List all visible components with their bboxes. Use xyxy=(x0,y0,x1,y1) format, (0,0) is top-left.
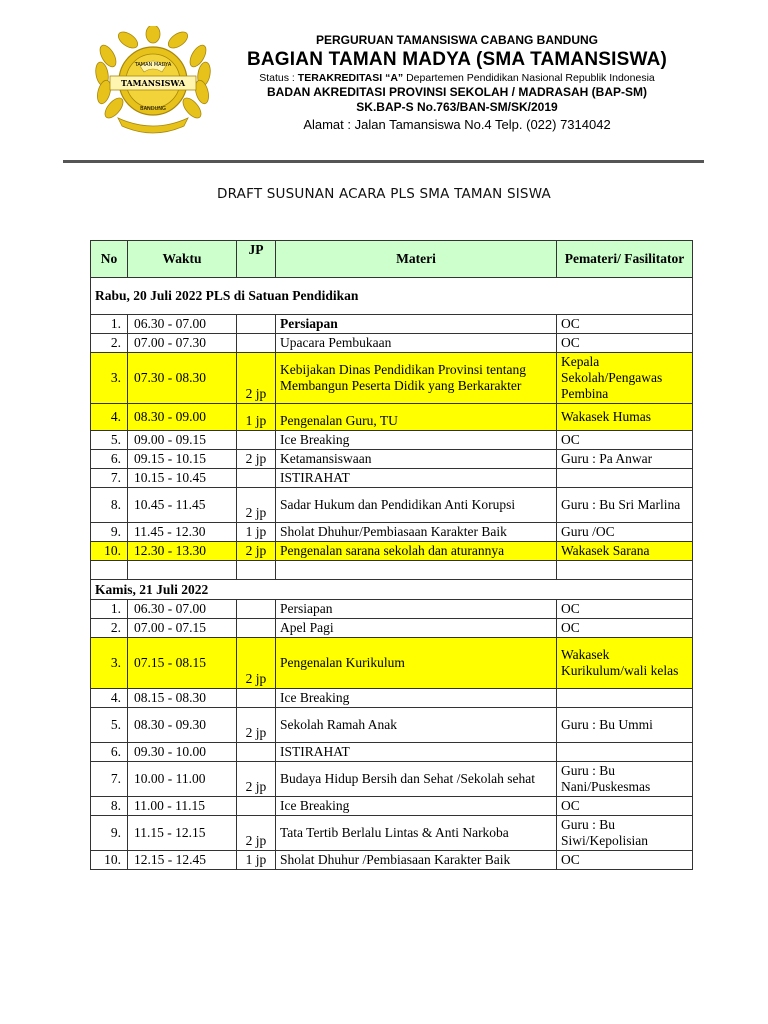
row-time: 08.30 - 09.30 xyxy=(128,708,237,743)
schedule-row xyxy=(91,353,693,404)
schedule-row xyxy=(91,488,693,523)
row-materi: Ice Breaking xyxy=(276,689,557,708)
row-no: 6. xyxy=(91,743,128,762)
spacer-cell xyxy=(128,561,237,580)
schedule-row xyxy=(91,797,693,816)
row-jp: 2 jp xyxy=(237,488,276,523)
row-materi: Persiapan xyxy=(276,600,557,619)
row-materi: Pengenalan Guru, TU xyxy=(276,404,557,431)
row-time: 08.15 - 08.30 xyxy=(128,689,237,708)
row-jp xyxy=(237,315,276,334)
row-no: 4. xyxy=(91,689,128,708)
row-pemateri: Guru : Pa Anwar xyxy=(557,450,693,469)
row-no: 2. xyxy=(91,619,128,638)
row-jp: 2 jp xyxy=(237,708,276,743)
row-time: 09.30 - 10.00 xyxy=(128,743,237,762)
row-no: 6. xyxy=(91,450,128,469)
institution-name: PERGURUAN TAMANSISWA CABANG BANDUNG xyxy=(316,33,598,47)
schedule-table xyxy=(90,240,693,870)
row-no: 3. xyxy=(91,353,128,404)
row-time: 07.00 - 07.30 xyxy=(128,334,237,353)
header-no: No xyxy=(91,241,128,278)
day-heading: Kamis, 21 Juli 2022 xyxy=(91,580,693,600)
row-jp: 1 jp xyxy=(237,404,276,431)
header-pemateri: Pemateri/ Fasilitator xyxy=(557,241,693,278)
schedule-row xyxy=(91,743,693,762)
row-no: 9. xyxy=(91,816,128,851)
schedule-row xyxy=(91,638,693,689)
schedule-row xyxy=(91,450,693,469)
row-materi: Tata Tertib Berlalu Lintas & Anti Narkoba xyxy=(276,816,557,851)
header-waktu: Waktu xyxy=(128,241,237,278)
row-jp: 2 jp xyxy=(237,762,276,797)
school-address: Alamat : Jalan Tamansiswa No.4 Telp. (022) 7314042 xyxy=(303,117,611,132)
sk-number: SK.BAP-S No.763/BAN-SM/SK/2019 xyxy=(356,100,558,114)
row-pemateri: OC xyxy=(557,797,693,816)
spacer-cell xyxy=(237,561,276,580)
row-pemateri: OC xyxy=(557,619,693,638)
row-no: 7. xyxy=(91,469,128,488)
row-no: 8. xyxy=(91,488,128,523)
logo-bottom-text: BANDUNG xyxy=(140,106,166,112)
schedule-row xyxy=(91,708,693,743)
school-logo-emblem xyxy=(88,26,218,136)
row-materi: Ketamansiswaan xyxy=(276,450,557,469)
row-jp xyxy=(237,619,276,638)
day-heading-row xyxy=(91,278,693,315)
header-materi: Materi xyxy=(276,241,557,278)
row-time: 06.30 - 07.00 xyxy=(128,600,237,619)
row-time: 07.30 - 08.30 xyxy=(128,353,237,404)
row-jp xyxy=(237,797,276,816)
row-jp: 2 jp xyxy=(237,638,276,689)
spacer-cell xyxy=(276,561,557,580)
accreditation-body: BADAN AKREDITASI PROVINSI SEKOLAH / MADRASAH (BAP-SM) xyxy=(266,85,647,99)
row-pemateri: OC xyxy=(557,315,693,334)
logo-band-text: TAMANSISWA xyxy=(120,78,186,88)
row-pemateri: Guru : Bu Nani/Puskesmas xyxy=(557,762,693,797)
row-jp xyxy=(237,431,276,450)
row-jp: 2 jp xyxy=(237,450,276,469)
row-jp: 1 jp xyxy=(237,851,276,870)
table-header-row xyxy=(91,241,693,278)
row-materi: Kebijakan Dinas Pendidikan Provinsi tentang Membangun Peserta Didik yang Berkarakter xyxy=(276,353,557,404)
row-materi: Sholat Dhuhur/Pembiasaan Karakter Baik xyxy=(276,523,557,542)
row-time: 10.00 - 11.00 xyxy=(128,762,237,797)
schedule-row xyxy=(91,404,693,431)
row-jp: 1 jp xyxy=(237,523,276,542)
row-no: 8. xyxy=(91,797,128,816)
row-materi: Ice Breaking xyxy=(276,431,557,450)
row-materi: Budaya Hidup Bersih dan Sehat /Sekolah sehat xyxy=(276,762,557,797)
row-pemateri xyxy=(557,469,693,488)
row-jp xyxy=(237,689,276,708)
status-grade: TERAKREDITASI “A” xyxy=(297,72,404,84)
day-heading-row xyxy=(91,580,693,600)
schedule-row xyxy=(91,619,693,638)
row-no: 9. xyxy=(91,523,128,542)
schedule-row xyxy=(91,816,693,851)
row-materi: Sadar Hukum dan Pendidikan Anti Korupsi xyxy=(276,488,557,523)
row-time: 07.15 - 08.15 xyxy=(128,638,237,689)
row-no: 7. xyxy=(91,762,128,797)
row-jp: 2 jp xyxy=(237,542,276,561)
row-materi: ISTIRAHAT xyxy=(276,469,557,488)
row-pemateri xyxy=(557,689,693,708)
status-label: Status : xyxy=(259,72,298,84)
row-materi: Persiapan xyxy=(276,315,557,334)
row-no: 2. xyxy=(91,334,128,353)
row-pemateri: Wakasek Humas xyxy=(557,404,693,431)
row-pemateri: Guru /OC xyxy=(557,523,693,542)
row-time: 09.00 - 09.15 xyxy=(128,431,237,450)
schedule-row xyxy=(91,469,693,488)
row-no: 10. xyxy=(91,851,128,870)
row-materi: Apel Pagi xyxy=(276,619,557,638)
row-no: 5. xyxy=(91,431,128,450)
schedule-row xyxy=(91,600,693,619)
row-time: 11.00 - 11.15 xyxy=(128,797,237,816)
row-pemateri: Guru : Bu Ummi xyxy=(557,708,693,743)
school-title: BAGIAN TAMAN MADYA (SMA TAMANSISWA) xyxy=(246,49,668,70)
status-department: Departemen Pendidikan Nasional Republik Indonesia xyxy=(403,72,655,84)
row-time: 12.30 - 13.30 xyxy=(128,542,237,561)
row-time: 10.45 - 11.45 xyxy=(128,488,237,523)
schedule-row xyxy=(91,542,693,561)
logo-top-text: TAMAN MADYA xyxy=(134,62,172,68)
schedule-row xyxy=(91,334,693,353)
row-materi: Pengenalan sarana sekolah dan aturannya xyxy=(276,542,557,561)
row-no: 1. xyxy=(91,600,128,619)
row-materi: ISTIRAHAT xyxy=(276,743,557,762)
row-materi: Sekolah Ramah Anak xyxy=(276,708,557,743)
row-pemateri: OC xyxy=(557,600,693,619)
row-time: 06.30 - 07.00 xyxy=(128,315,237,334)
schedule-row xyxy=(91,315,693,334)
row-pemateri: Guru : Bu Siwi/Kepolisian xyxy=(557,816,693,851)
spacer-row xyxy=(91,561,693,580)
row-no: 4. xyxy=(91,404,128,431)
row-time: 07.00 - 07.15 xyxy=(128,619,237,638)
schedule-row xyxy=(91,762,693,797)
row-no: 10. xyxy=(91,542,128,561)
row-jp xyxy=(237,469,276,488)
row-time: 11.15 - 12.15 xyxy=(128,816,237,851)
row-no: 1. xyxy=(91,315,128,334)
row-pemateri: OC xyxy=(557,431,693,450)
row-time: 11.45 - 12.30 xyxy=(128,523,237,542)
spacer-cell xyxy=(91,561,128,580)
row-jp xyxy=(237,334,276,353)
letterhead-divider xyxy=(63,160,704,163)
spacer-cell xyxy=(557,561,693,580)
row-time: 09.15 - 10.15 xyxy=(128,450,237,469)
day-heading: Rabu, 20 Juli 2022 PLS di Satuan Pendidikan xyxy=(91,278,693,315)
header-jp: JP xyxy=(237,241,276,278)
row-jp: 2 jp xyxy=(237,353,276,404)
accreditation-status xyxy=(222,72,692,85)
row-jp xyxy=(237,743,276,762)
row-jp: 2 jp xyxy=(237,816,276,851)
row-materi: Sholat Dhuhur /Pembiasaan Karakter Baik xyxy=(276,851,557,870)
schedule-body xyxy=(91,278,693,870)
schedule-row xyxy=(91,431,693,450)
row-pemateri xyxy=(557,743,693,762)
row-jp xyxy=(237,600,276,619)
schedule-row xyxy=(91,689,693,708)
row-pemateri: Wakasek Sarana xyxy=(557,542,693,561)
row-materi: Upacara Pembukaan xyxy=(276,334,557,353)
document-title: DRAFT SUSUNAN ACARA PLS SMA TAMAN SISWA xyxy=(217,186,551,202)
row-materi: Ice Breaking xyxy=(276,797,557,816)
row-time: 10.15 - 10.45 xyxy=(128,469,237,488)
row-pemateri: Kepala Sekolah/Pengawas Pembina xyxy=(557,353,693,404)
row-pemateri: OC xyxy=(557,334,693,353)
row-time: 08.30 - 09.00 xyxy=(128,404,237,431)
row-no: 5. xyxy=(91,708,128,743)
schedule-row xyxy=(91,523,693,542)
row-no: 3. xyxy=(91,638,128,689)
row-pemateri: Guru : Bu Sri Marlina xyxy=(557,488,693,523)
row-materi: Pengenalan Kurikulum xyxy=(276,638,557,689)
row-pemateri: Wakasek Kurikulum/wali kelas xyxy=(557,638,693,689)
row-pemateri: OC xyxy=(557,851,693,870)
row-time: 12.15 - 12.45 xyxy=(128,851,237,870)
letterhead xyxy=(222,32,692,134)
schedule-row xyxy=(91,851,693,870)
